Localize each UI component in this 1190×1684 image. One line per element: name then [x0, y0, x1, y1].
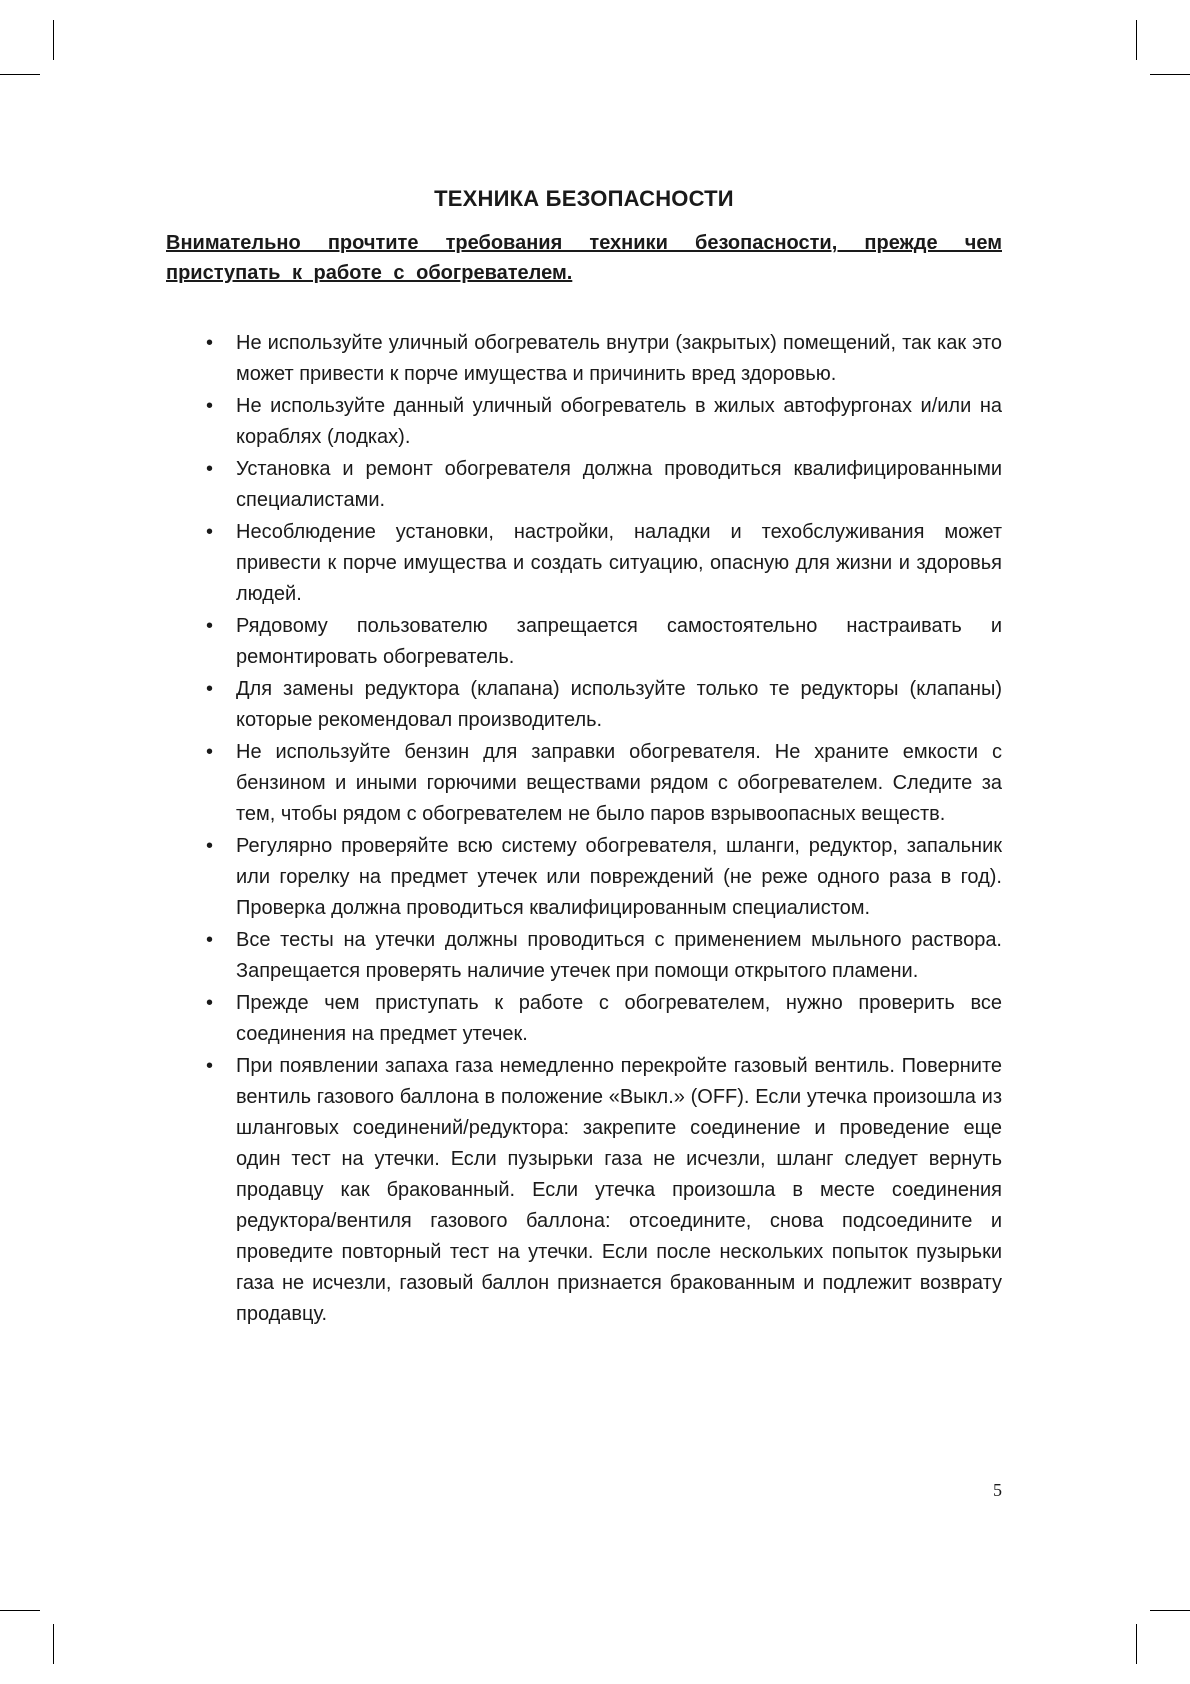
crop-mark-bottom-left-vertical	[53, 1624, 54, 1664]
page-content	[166, 186, 1002, 1331]
rule-text: При появлении запаха газа немедленно перекройте газовый вентиль. Поверните вентиль газового баллона в положение «Выкл.» (OFF). Если утечка произошла из шланговых соединений/редуктора: закрепите соединение и проведение еще один тест на утечки. Если пузырьки газа не исчезли, шланг следует вернуть продавцу как бракованный. Если утечка произошла в месте соединения редуктора/вентиля газового баллона: отсоедините, снова подсоедините и проведите повторный тест на утечки. Если после нескольких попыток пузырьки газа не исчезли, газовый баллон признается бракованным и подлежит возврату продавцу.	[236, 1055, 1002, 1325]
rule-text: Не используйте уличный обогреватель внутри (закрытых) помещений, так как это может привести к порче имущества и причинить вред здоровью.	[236, 332, 1002, 385]
rule-text: Регулярно проверяйте всю систему обогревателя, шланги, редуктор, запальник или горелку на предмет утечек или повреждений (не реже одного раза в год). Проверка должна проводиться квалифицированным специалистом.	[236, 835, 1002, 919]
rule-text: Не используйте данный уличный обогреватель в жилых автофургонах и/или на кораблях (лодках).	[236, 395, 1002, 448]
rule-text: Рядовому пользователю запрещается самостоятельно настраивать и ремонтировать обогреватель.	[236, 615, 1002, 668]
bullet-icon: •	[206, 835, 214, 857]
crop-mark-top-left-horizontal	[0, 74, 40, 75]
crop-mark-bottom-left-horizontal	[0, 1610, 40, 1611]
crop-mark-top-left-vertical	[53, 20, 54, 60]
page-number: 5	[993, 1480, 1002, 1500]
bullet-icon: •	[206, 929, 214, 951]
rule-text: Прежде чем приступать к работе с обогревателем, нужно проверить все соединения на предмет утечек.	[236, 992, 1002, 1045]
bullet-icon: •	[206, 395, 214, 417]
list-item	[166, 925, 1002, 987]
list-item	[166, 328, 1002, 390]
safety-intro: Внимательно прочтите требования техники безопасности, прежде чем приступать к работе с обогревателем.	[166, 232, 1002, 284]
crop-mark-bottom-right-vertical	[1136, 1624, 1137, 1664]
rule-text: Несоблюдение установки, настройки, наладки и техобслуживания может привести к порче имущества и создать ситуацию, опасную для жизни и здоровья людей.	[236, 521, 1002, 605]
crop-mark-top-right-horizontal	[1150, 74, 1190, 75]
bullet-icon: •	[206, 332, 214, 354]
bullet-icon: •	[206, 521, 214, 543]
list-item	[166, 517, 1002, 610]
bullet-icon: •	[206, 678, 214, 700]
list-item	[166, 737, 1002, 830]
bullet-icon: •	[206, 615, 214, 637]
list-item	[166, 454, 1002, 516]
list-item	[166, 831, 1002, 924]
rule-text: Все тесты на утечки должны проводиться с применением мыльного раствора. Запрещается проверять наличие утечек при помощи открытого пламени.	[236, 929, 1002, 982]
bullet-icon: •	[206, 992, 214, 1014]
bullet-icon: •	[206, 1055, 214, 1077]
safety-rules-list	[166, 328, 1002, 1330]
rule-text: Установка и ремонт обогревателя должна проводиться квалифицированными специалистами.	[236, 458, 1002, 511]
rule-text: Для замены редуктора (клапана) используйте только те редукторы (клапаны) которые рекомендовал производитель.	[236, 678, 1002, 731]
list-item	[166, 391, 1002, 453]
list-item	[166, 674, 1002, 736]
list-item	[166, 988, 1002, 1050]
list-item	[166, 1051, 1002, 1330]
rule-text: Не используйте бензин для заправки обогревателя. Не храните емкости с бензином и иными горючими веществами рядом с обогревателем. Следите за тем, чтобы рядом с обогревателем не было паров взрывоопасных веществ.	[236, 741, 1002, 825]
page-title: ТЕХНИКА БЕЗОПАСНОСТИ	[434, 186, 734, 211]
bullet-icon: •	[206, 741, 214, 763]
crop-mark-top-right-vertical	[1136, 20, 1137, 60]
bullet-icon: •	[206, 458, 214, 480]
crop-mark-bottom-right-horizontal	[1150, 1610, 1190, 1611]
list-item	[166, 611, 1002, 673]
